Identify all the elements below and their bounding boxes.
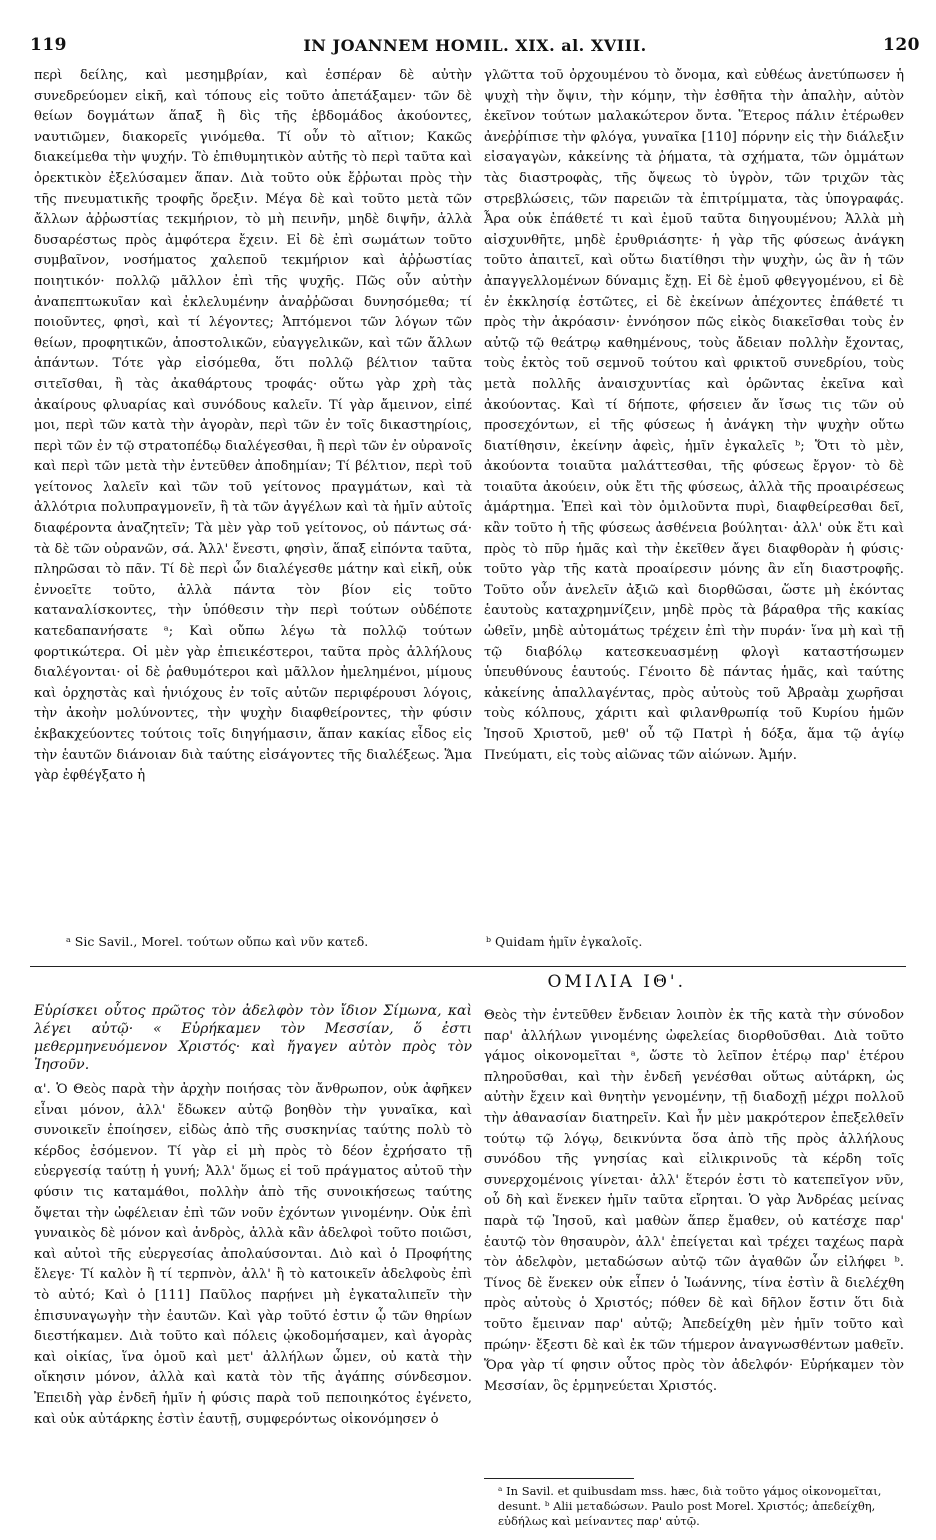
top-right-text: γλῶττα τοῦ ὀρχουμένου τὸ ὄνομα, καὶ εὐθέως ἀνετύπωσεν ἡ ψυχὴ τὴν ὄψιν, τὴν κόμην, τὴν ἐσθῆτα τὴν ἁπαλὴν, αὐτὸν ἐκεῖνον τούτων μαλακώτερον ὄντα. Ἕτερος πάλιν ἐτέρωθεν ἀνεῤῥίπισε τὴν φλόγα, γυναῖκα [110] πόρνην εἰς τὴν διάλεξιν εἰσαγαγὼν, κἀκείνης τὰ ῥήματα, τὰ σχήματα, τῶν ὀμμάτων τὰς διαστροφὰς, τῆς ὄψεως τὸ ὑγρὸν, τῶν τριχῶν τὰς στρεβλώσεις, τῶν παρειῶν τὰ ἐπιτρίμματα, τὰς ὑπογραφάς. Ἆρα οὐκ ἐπάθετέ τι καὶ ἐμοῦ ταῦτα διηγουμένου; Ἀλλὰ μὴ αἰσχυνθῆτε, μηδὲ ἐρυθριάσητε· ἡ γὰρ τῆς φύσεως ἀνάγκη τοῦτο ἀπαιτεῖ, καὶ οὕτω διατίθησι τὴν ψυχὴν, ὡς ἂν ἡ τῶν ἀπαγγελλομένων δύναμις ἔχῃ. Εἰ δὲ ἐμοῦ φθεγγομένου, εἰ δὲ ἐν ἐκκλησίᾳ ἑστῶτες, εἰ δὲ ἐκείνων ἀπέχοντες ἐπάθετέ τι πρὸς τὴν ἀκρόασιν· ἐννόησον πῶς εἰκὸς διακεῖσθαι τοὺς ἐν αὐτῷ τῷ θεάτρῳ καθημένους, τοὺς ἄδειαν πολλὴν ἔχοντας, τοὺς ἐκτὸς τοῦ σεμνοῦ τούτου καὶ φρικτοῦ συνεδρίου, τοὺς μετὰ πολλῆς ἀναισχυντίας καὶ ὁρῶντας ἐκεῖνα καὶ ἀκούοντας. Καὶ τί δήποτε, φήσειεν ἄν ἴσως τις τῶν οὐ προσεχόντων, εἰ τῆς φύσεως ἡ ἀνάγκη τὴν ψυχὴν οὕτω διατίθησιν, ἐκείνην ἀφεὶς, ἡμῖν ἐγκαλεῖς ᵇ; Ὅτι τὸ μὲν, ἀκούοντα τοιαῦτα μαλάττεσθαι, τῆς φύσεως ἔργον· τὸ δὲ τοιαῦτα ἀκούειν, οὐκ ἔτι τῆς φύσεως, ἀλλὰ τῆς προαιρέσεως ἁμάρτημα. Ἐπεὶ καὶ τὸν ὁμιλοῦντα πυρὶ, διαφθείρεσθαι δεῖ, κἂν τοῦτο ἡ τῆς φύσεως ἀσθένεια βούληται· ἀλλ' οὐκ ἔτι καὶ πρὸς τὸ πῦρ ἡμᾶς καὶ τὴν ἐκεῖθεν ἄγει διαφθορὰν ἡ φύσις· τοῦτο γὰρ τῆς κατὰ προαίρεσιν μόνης ἂν εἴη διαστροφῆς. Τοῦτο οὖν ἀνελεῖν ἀξιῶ καὶ διορθῶσαι, ὥστε μὴ ἑκόντας ἑαυτοὺς καταχρημνίζειν, μηδὲ πρὸς τὰ βάραθρα τῆς κακίας ὠθεῖν, μηδὲ αὐτομάτως τρέχειν ἐπὶ τὴν πυράν· ἵνα μὴ καὶ τῇ τῷ διαβόλῳ κατεσκευασμένῃ φλογὶ καταστήσωμεν ὑπευθύνους ἑαυτούς. Γένοιτο δὲ πάντας ἡμᾶς, καὶ ταύτης κἀκείνης ἀπαλλαγέντας, πρὸς αὐτοὺς τοῦ Ἀβραὰμ χωρῆσαι τοὺς κόλπους, χάριτι καὶ φιλανθρωπίᾳ τοῦ Κυρίου ἡμῶν Ἰησοῦ Χριστοῦ, μεθ' οὗ τῷ Πατρὶ ἡ δόξα, ἅμα τῷ ἁγίῳ Πνεύματι, εἰς τοὺς αἰῶνας τῶν αἰώνων. Ἀμήν. — [484, 68, 904, 763]
page-number-right: 120 — [882, 35, 920, 55]
footnote-rule — [484, 1478, 634, 1479]
running-title: IN JOANNEM HOMIL. XIX. al. XVIII. — [303, 35, 647, 55]
top-left-column — [34, 66, 472, 787]
bottom-left-text: α'. Ὁ Θεὸς παρὰ τὴν ἀρχὴν ποιήσας τὸν ἄνθρωπον, οὐκ ἀφῆκεν εἶναι μόνον, ἀλλ' ἔδωκεν αὐτῷ βοηθὸν τὴν γυναῖκα, καὶ συνοικεῖν ἐποίησεν, εἰδὼς ἀπὸ τῆς συσκηνίας ταύτης πολὺ τὸ κέρδος ἐσόμενον. Τί γὰρ εἰ μὴ πρὸς τὸ δέον ἐχρήσατο τῇ εὐεργεσίᾳ ταύτῃ ἡ γυνή; Ἀλλ' ὅμως εἰ τοῦ πράγματος αὐτοῦ τὴν φύσιν τις καταμάθοι, πολλὴν ἀπὸ τῆς συνοικήσεως ταύτης ὄψεται τὴν ὠφέλειαν ἐπὶ τῶν νοῦν ἐχόντων γινομένην. Οὐκ ἐπὶ γυναικὸς δὲ μόνον καὶ ἀνδρὸς, ἀλλὰ κἂν ἀδελφοὶ τοῦτο ποιῶσι, καὶ αὐτοὶ τῆς εὐεργεσίας ἀπολαύσονται. Διὸ καὶ ὁ Προφήτης ἔλεγε· Τί καλὸν ἢ τί τερπνὸν, ἀλλ' ἢ τὸ κατοικεῖν ἀδελφοὺς ἐπὶ τὸ αὐτό; Καὶ ὁ [111] Παῦλος παρῄνει μὴ ἐγκαταλιπεῖν τὴν ἐπισυναγωγὴν τὴν ἑαυτῶν. Καὶ γὰρ τοῦτό ἐστιν ᾧ τῶν θηρίων διεστήκαμεν. Διὰ τοῦτο καὶ πόλεις ᾠκοδομήσαμεν, καὶ ἀγορὰς καὶ οἰκίας, ἵνα ὁμοῦ καὶ μετ' ἀλλήλων ὦμεν, οὐ κατὰ τὴν οἴκησιν μόνον, ἀλλὰ καὶ κατὰ τὸν τῆς ἀγάπης σύνδεσμον. Ἐπειδὴ γὰρ ἐνδεῆ ἡμῖν ἡ φύσις παρὰ τοῦ πεποιηκότος ἐγένετο, καὶ οὐκ αὐτάρκης ἐστὶν ἑαυτῇ, συμφερόντως οἰκονόμησεν ὁ — [34, 1082, 472, 1427]
section-divider — [30, 966, 906, 967]
footnote-a: ᵃ Sic Savil., Morel. τούτων οὔπω καὶ νῦν κατεδ. — [66, 934, 369, 949]
footnote-b: ᵇ Quidam ἡμῖν ἐγκαλοῖς. — [486, 934, 643, 949]
homily-title-text: ΟΜΙΛΙΑ ΙΘ'. — [547, 972, 686, 992]
top-right-column — [484, 66, 904, 766]
top-left-text: περὶ δείλης, καὶ μεσημβρίαν, καὶ ἑσπέραν δὲ αὐτὴν συνεδρεύομεν εἰκῆ, καὶ τόπους εἰς τοῦτο ἀπετάξαμεν· τῶν δὲ θείων δογμάτων ἅπαξ ἢ δὶς τῆς ἑβδομάδος ἀκούοντες, ναυτιῶμεν, διακορεῖς γινόμεθα. Τί οὖν τὸ αἴτιον; Κακῶς διακείμεθα τὴν ψυχήν. Τὸ ἐπιθυμητικὸν αὐτῆς τὸ περὶ ταῦτα καὶ ὀρεκτικὸν ἐξελύσαμεν ἅπαν. Διὰ τοῦτο οὐκ ἔῤῥωται πρὸς τὴν τῆς πνευματικῆς τροφῆς ὄρεξιν. Μέγα δὲ καὶ τοῦτο μετὰ τῶν ἄλλων ἀῤῥωστίας τεκμήριον, τὸ μὴ πεινῆν, μηδὲ διψῆν, ἀλλὰ δυσαρέστως πρὸς ἀμφότερα ἔχειν. Εἰ δὲ ἐπὶ σωμάτων τοῦτο συμβαῖνον, νοσήματος χαλεποῦ τεκμήριον καὶ ἀῤῥωστίας ποιητικόν· πολλῷ μᾶλλον ἐπὶ τῆς ψυχῆς. Πῶς οὖν αὐτὴν ἀναπεπτωκυῖαν καὶ ἐκλελυμένην ἀναῤῥῶσαι δυνησόμεθα; τί ποιοῦντες, φησὶ, καὶ τί λέγοντες; Ἁπτόμενοι τῶν λόγων τῶν θείων, προφητικῶν, ἀποστολικῶν, εὐαγγελικῶν, καὶ τῶν ἄλλων ἁπάντων. Τότε γὰρ εἰσόμεθα, ὅτι πολλῷ βέλτιον ταῦτα σιτεῖσθαι, ἢ τὰς ἀκαθάρτους τροφάς· οὕτω γὰρ χρὴ τὰς ἀκαίρους φλυαρίας καὶ συνόδους καλεῖν. Τί γὰρ ἄμεινον, εἰπέ μοι, περὶ τῶν κατὰ τὴν ἀγορὰν, περὶ τῶν ἐν τοῖς δικαστηρίοις, περὶ τῶν ἐν τῷ στρατοπέδῳ διαλέγεσθαι, ἢ περὶ τῶν ἐν οὐρανοῖς καὶ περὶ τῶν μετὰ τὴν ἐντεῦθεν ἀποδημίαν; Τί βέλτιον, περὶ τοῦ γείτονος λαλεῖν καὶ τῶν τοῦ γείτονος πραγμάτων, καὶ τὰ ἀλλότρια πολυπραγμονεῖν, ἢ τὰ τῶν ἀγγέλων καὶ τὰ ἡμῖν αὐτοῖς διαφέροντα ἀναζητεῖν; Τὰ μὲν γὰρ τοῦ γείτονος, οὐ πάντως σά· τὰ δὲ τῶν οὐρανῶν, σά. Ἀλλ' ἔνεστι, φησὶν, ἅπαξ εἰπόντα ταῦτα, πληρῶσαι τὸ πᾶν. Τί δὲ περὶ ὧν διαλέγεσθε μάτην καὶ εἰκῆ, οὐκ ἐννοεῖτε τοῦτο, ἀλλὰ πάντα τὸν βίον εἰς τοῦτο καταναλίσκοντες, τὴν ὑπόθεσιν τὴν περὶ τούτων οὐδέποτε κατεδαπανήσατε ᵃ; Καὶ οὔπω λέγω τὰ πολλῷ τούτων φορτικώτερα. Οἱ μὲν γὰρ ἐπιεικέστεροι, ταῦτα πρὸς ἀλλήλους διαλέγονται· οἱ δὲ ῥαθυμότεροι καὶ μᾶλλον ἠμελημένοι, μίμους καὶ ὀρχηστὰς καὶ ἡνιόχους ἐν τοῖς αὐτῶν περιφέρουσι λόγοις, τὴν ἀκοὴν μολύνοντες, τὴν ψυχὴν διαφθείροντες, τὴν φύσιν ἐκβακχεύοντες τούτοις τοῖς διηγήμασιν, ἅπαν κακίας εἶδος εἰς τὴν ἑαυτῶν διάνοιαν διὰ ταύτης εἰσάγοντες τῆς διαλέξεως. Ἅμα γὰρ ἐφθέγξατο ἡ — [34, 68, 472, 784]
bottom-right-column — [484, 1006, 904, 1397]
homily-title — [0, 972, 906, 992]
page-number-left: 119 — [30, 35, 67, 55]
lemma-text: Εὑρίσκει οὗτος πρῶτος τὸν ἀδελφὸν τὸν ἴδιον Σίμωνα, καὶ λέγει αὐτῷ· « Εὑρήκαμεν τὸν Μεσσίαν, ὅ ἐστι μεθερμηνευόμενον Χριστός· καὶ ἤγαγεν αὐτὸν πρὸς τὸν Ἰησοῦν. — [34, 1003, 472, 1073]
bottom-left-column — [34, 1002, 472, 1430]
bottom-right-text: Θεὸς τὴν ἐντεῦθεν ἔνδειαν λοιπὸν ἐκ τῆς κατὰ τὴν σύνοδον παρ' ἀλλήλων γινομένης ὠφελείας διορθοῦσθαι. Διὰ τοῦτο γάμος οἰκονομεῖται ᵃ, ὥστε τὸ λεῖπον ἑτέρῳ παρ' ἑτέρου πληροῦσθαι, καὶ τὴν ἐνδεῆ γενέσθαι οὕτως αὐτάρκη, ὡς αὐτὴν ἔχειν καὶ θνητὴν γενομένην, τῇ διαδοχῇ μέχρι πολλοῦ τὴν ἀθανασίαν διατηρεῖν. Καὶ ἦν μὲν μακρότερον ἐπεξελθεῖν τούτῳ τῷ λόγῳ, δεικνύντα ὅσα ἀπὸ τῆς πρὸς ἀλλήλους συνόδου τῆς γνησίας καὶ εἰλικρινοῦς τὰ κέρδη τοῖς συνερχομένοις γίνεται· ἀλλ' ἕτερόν ἐστι τὸ κατεπεῖγον νῦν, οὗ δὴ καὶ ἕνεκεν ἡμῖν ταῦτα εἴρηται. Ὁ γὰρ Ἀνδρέας μείνας παρὰ τῷ Ἰησοῦ, καὶ μαθὼν ἅπερ ἔμαθεν, οὐ κατέσχε παρ' ἑαυτῷ τὸν θησαυρὸν, ἀλλ' ἐπείγεται καὶ τρέχει ταχέως παρὰ τὸν ἀδελφὸν, μεταδώσων αὐτῷ τῶν ἀγαθῶν ὧν εἰλήφει ᵇ. Τίνος δὲ ἕνεκεν οὐκ εἶπεν ὁ Ἰωάννης, τίνα ἐστὶν ἃ διελέχθη πρὸς αὐτοὺς ὁ Χριστός; πόθεν δὲ καὶ δῆλον ἔστιν ὅτι διὰ τοῦτο ἔμειναν παρ' αὐτῷ; Ἀπεδείχθη μὲν ἡμῖν τοῦτο καὶ πρώην· ἔξεστι δὲ καὶ ἐκ τῶν τήμερον ἀναγνωσθέντων μαθεῖν. Ὅρα γὰρ τί φησιν οὗτος πρὸς τὸν ἀδελφόν· Εὑρήκαμεν τὸν Μεσσίαν, ὃς ἑρμηνεύεται Χριστός. — [484, 1008, 904, 1394]
footnote-bottom: ᵃ In Savil. et quibusdam mss. hæc, διὰ τοῦτο γάμος οἰκονομεῖται, desunt. ᵇ Alii μεταδώσων. Paulo post Morel. Χριστός; ἀπεδείχθη, εὐδήλως καὶ μείναντες παρ' αὐτῷ. — [498, 1484, 882, 1528]
running-header — [30, 32, 920, 58]
